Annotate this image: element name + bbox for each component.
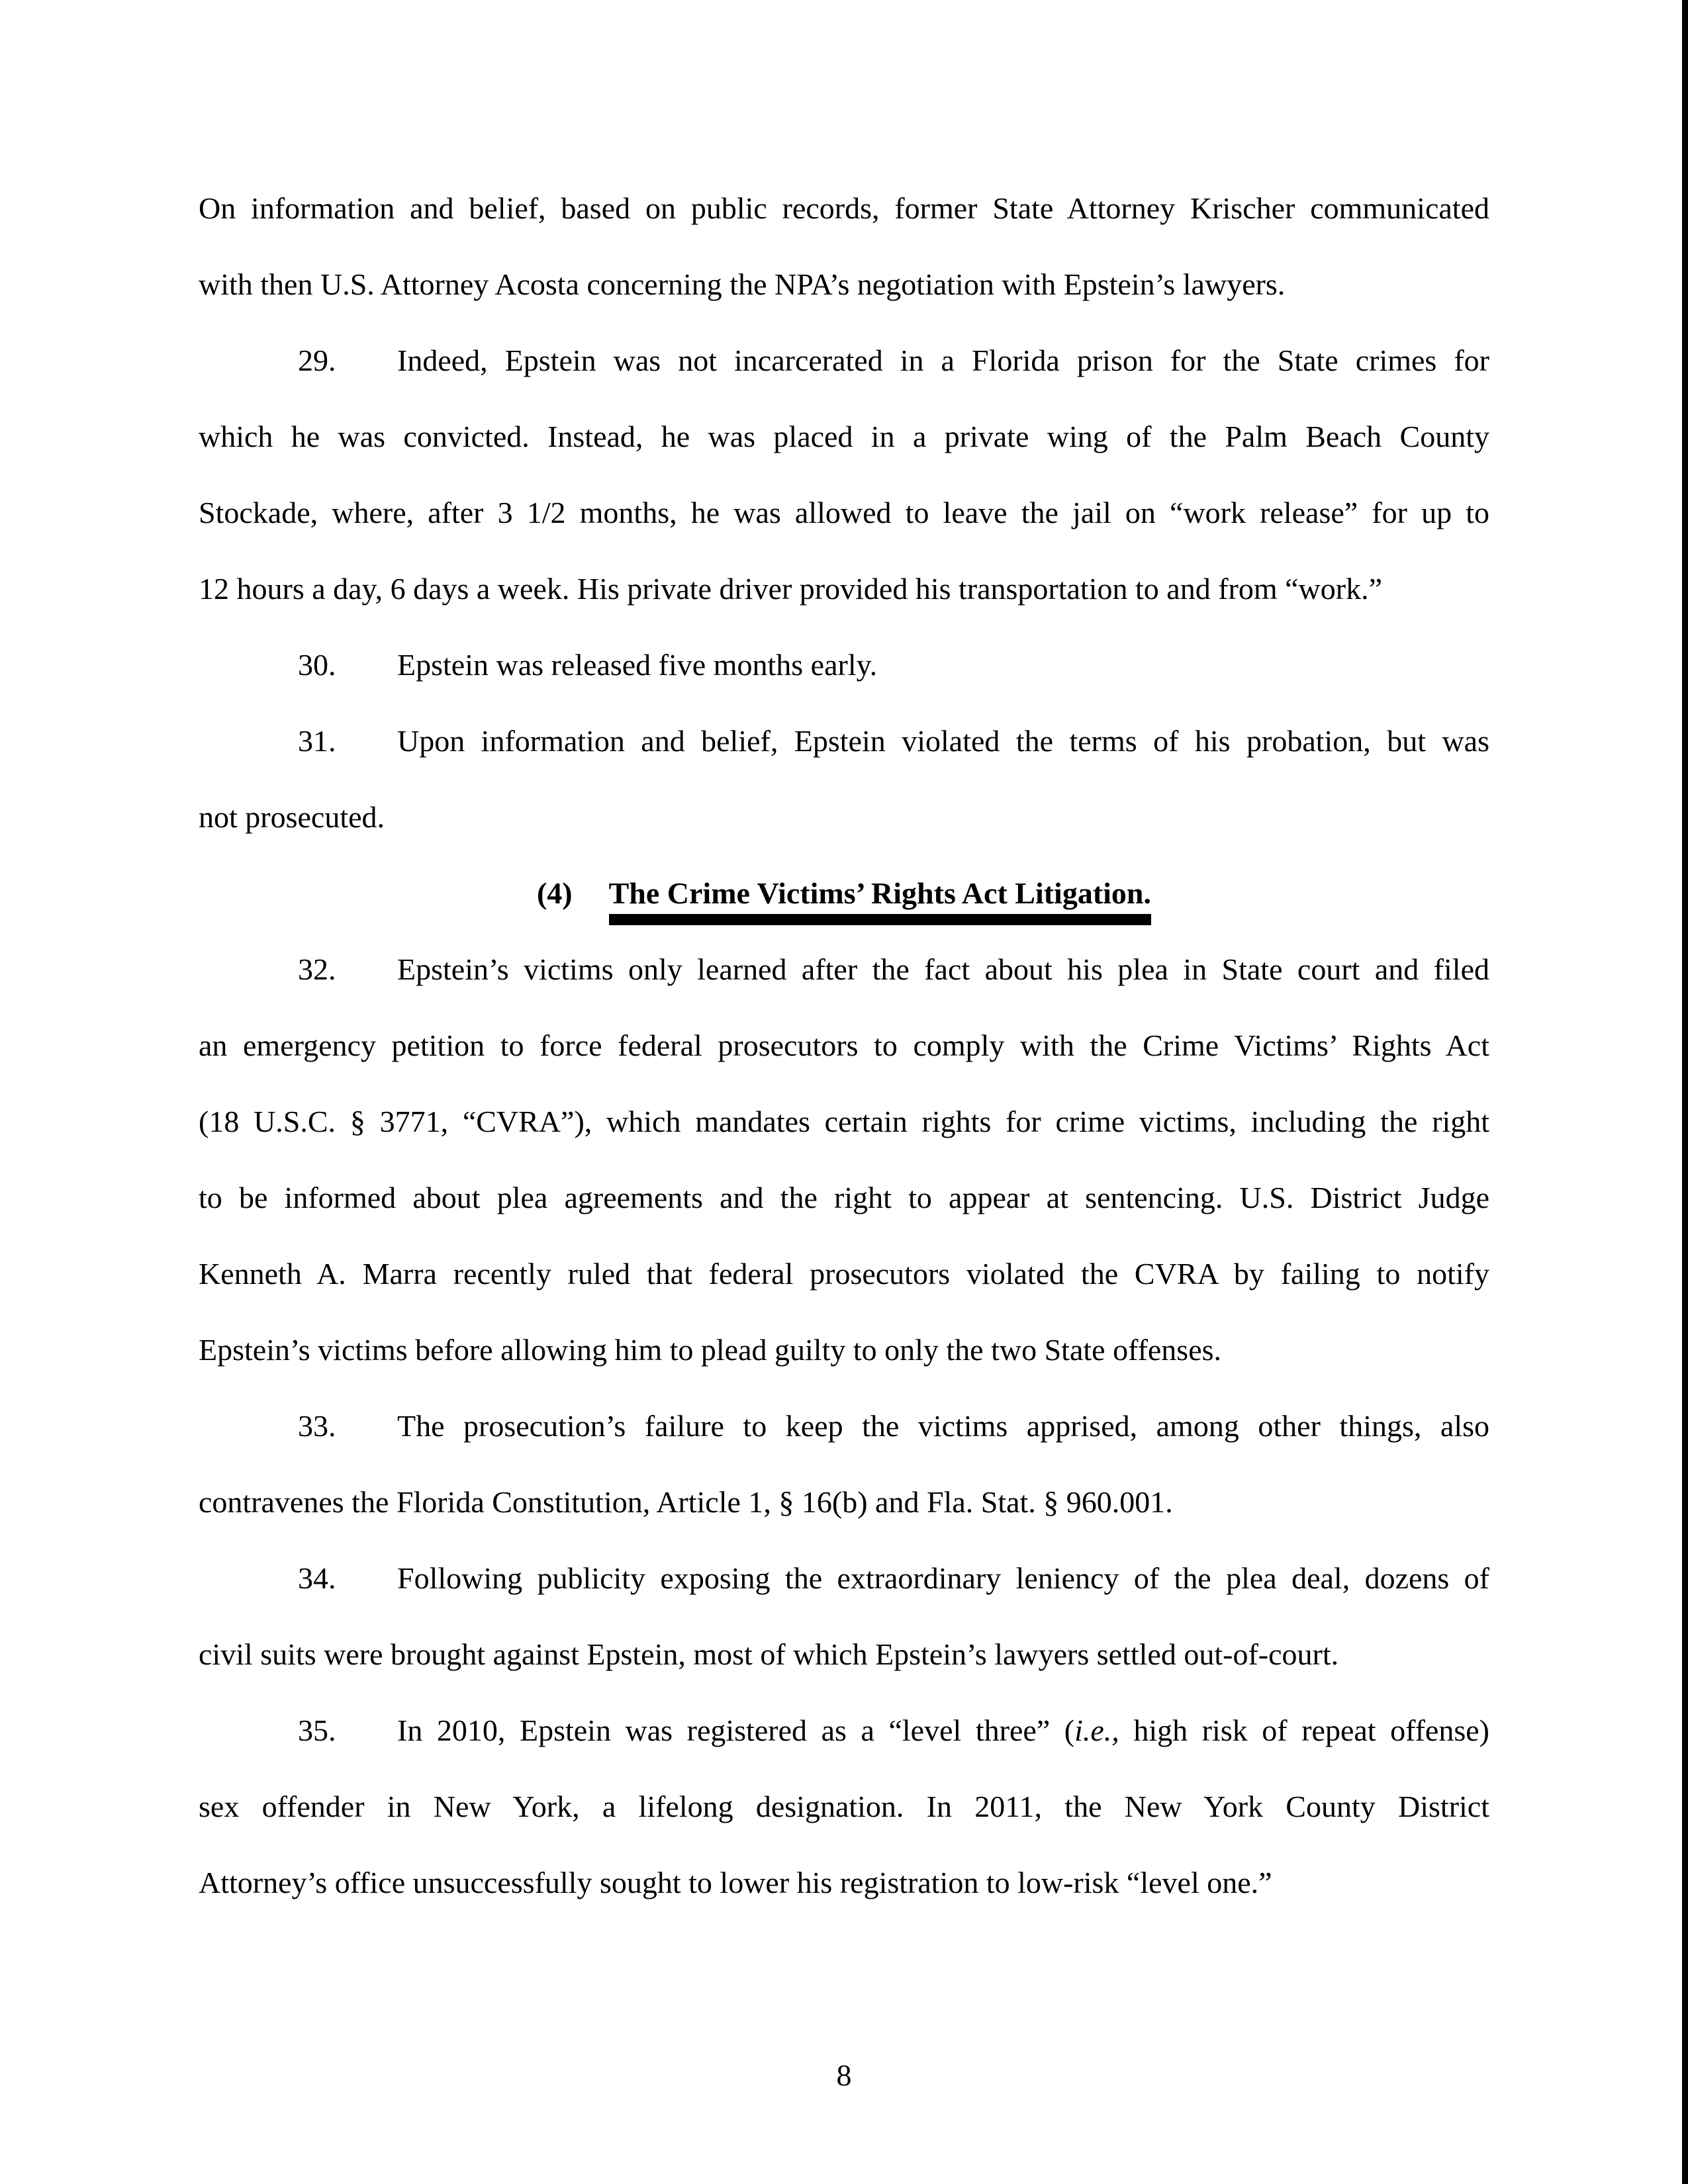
text-line [199,779,1489,855]
page-number: 8 [836,2058,852,2092]
text-line [199,1007,1489,1083]
text-line [199,1540,1489,1616]
text-run: Indeed, Epstein was not incarcerated in a Florida prison for the State crimes for [397,343,1489,377]
text-line [199,703,1489,779]
text-line [199,1768,1489,1844]
text-run: with then U.S. Attorney Acosta concerning the NPA’s negotiation with Epstein’s lawyers. [199,267,1286,301]
text-line [199,322,1489,398]
text-run: 12 hours a day, 6 days a week. His private driver provided his transportation to and from “work.” [199,572,1382,606]
paragraph-number: 32. [298,952,336,986]
text-run: Kenneth A. Marra recently ruled that federal prosecutors violated the CVRA by failing to notify [199,1257,1489,1291]
section-heading [199,855,1489,931]
text-run: which he was convicted. Instead, he was placed in a private wing of the Palm Beach County [199,420,1489,453]
text-run: contravenes the Florida Constitution, Article 1, § 16(b) and Fla. Stat. § 960.001. [199,1485,1173,1519]
text-run: civil suits were brought against Epstein, most of which Epstein’s lawyers settled out-of-court. [199,1637,1339,1671]
text-line [199,475,1489,551]
text-line [199,1844,1489,1921]
text-run: i.e., [1074,1713,1119,1747]
text-line [199,1464,1489,1540]
text-line [199,170,1489,246]
page-text [199,170,1489,1921]
text-line [199,1160,1489,1236]
text-run: Epstein was released five months early. [397,648,878,682]
text-line [199,931,1489,1007]
text-line [199,551,1489,627]
text-run: Upon information and belief, Epstein violated the terms of his probation, but was [397,724,1489,758]
text-run: Following publicity exposing the extraordinary leniency of the plea deal, dozens of [397,1561,1489,1595]
text-line [199,1083,1489,1160]
text-run: (18 U.S.C. § 3771, “CVRA”), which mandates certain rights for crime victims, including the right [199,1105,1489,1138]
text-run: In 2010, Epstein was registered as a “level three” ( [397,1713,1075,1747]
text-line [199,1692,1489,1768]
paragraph-number: 35. [298,1713,336,1747]
text-run: Stockade, where, after 3 1/2 months, he was allowed to leave the jail on “work release” for up to [199,496,1489,529]
paragraph-number: 30. [298,648,336,682]
text-run: sex offender in New York, a lifelong designation. In 2011, the New York County District [199,1790,1489,1823]
text-line [199,1388,1489,1464]
text-run: The prosecution’s failure to keep the victims apprised, among other things, also [397,1409,1489,1443]
text-line [199,1312,1489,1388]
text-run: Epstein’s victims only learned after the fact about his plea in State court and filed [397,952,1489,986]
section-number: (4) [536,876,573,910]
section-title: The Crime Victims’ Rights Act Litigation. [609,876,1151,925]
text-line [199,246,1489,322]
text-line [199,398,1489,475]
text-line [199,1236,1489,1312]
text-line [199,1616,1489,1692]
text-run: to be informed about plea agreements and the right to appear at sentencing. U.S. District Judge [199,1181,1489,1214]
text-run: an emergency petition to force federal prosecutors to comply with the Crime Victims’ Rights Act [199,1028,1489,1062]
scan-edge-artifact [1682,0,1688,2184]
paragraph-number: 33. [298,1409,336,1443]
text-line [199,627,1489,703]
text-run: not prosecuted. [199,800,385,834]
text-run: Attorney’s office unsuccessfully sought to lower his registration to low-risk “level one.” [199,1866,1272,1899]
text-run: Epstein’s victims before allowing him to plead guilty to only the two State offenses. [199,1333,1222,1367]
text-run: On information and belief, based on public records, former State Attorney Krischer communicated [199,191,1489,225]
text-run: high risk of repeat offense) [1119,1713,1489,1747]
paragraph-number: 29. [298,343,336,377]
paragraph-number: 31. [298,724,336,758]
paragraph-number: 34. [298,1561,336,1595]
